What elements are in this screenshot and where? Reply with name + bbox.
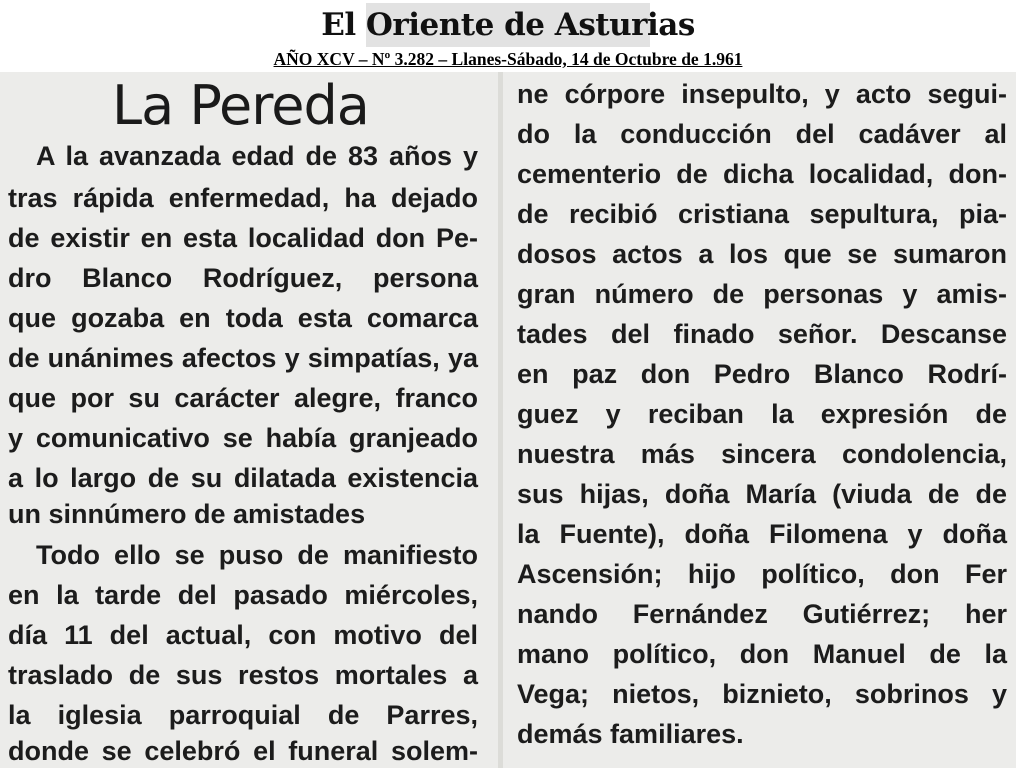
article-line: día 11 del actual, con motivo del xyxy=(8,620,478,650)
article-line: guez y reciban la expresión de xyxy=(517,399,1007,429)
article-line: sus hijas, doña María (viuda de de xyxy=(517,479,1007,509)
issue-line-text: AÑO XCV – Nº 3.282 – Llanes-Sábado, 14 de Octubre de 1.961 xyxy=(273,49,743,69)
article-line: tras rápida enfermedad, ha dejado xyxy=(8,183,478,213)
article-line: de recibió cristiana sepultura, pia- xyxy=(517,199,1007,229)
article-line: dosos actos a los que se sumaron xyxy=(517,239,1007,269)
article-line: la iglesia parroquial de Parres, xyxy=(8,700,478,730)
newspaper-title-banner xyxy=(321,3,695,47)
article-line: cementerio de dicha localidad, don- xyxy=(517,159,1007,189)
article-line: Todo ello se puso de manifiesto xyxy=(36,540,478,570)
article-line: tades del finado señor. Descanse xyxy=(517,319,1007,349)
newspaper-clipping xyxy=(0,72,1016,768)
article-column-right xyxy=(509,72,1016,768)
article-line: donde se celebró el funeral solem- xyxy=(8,736,478,766)
article-line: la Fuente), doña Filomena y doña xyxy=(517,519,1007,549)
article-line: traslado de sus restos mortales a xyxy=(8,660,478,690)
article-line: un sinnúmero de amistades xyxy=(8,499,366,529)
article-line: dro Blanco Rodríguez, persona xyxy=(8,263,478,293)
article-line: a lo largo de su dilatada existencia xyxy=(8,463,478,493)
article-line: nando Fernández Gutiérrez; her xyxy=(517,599,1007,629)
article-line: demás familiares. xyxy=(517,719,744,749)
article-headline: La Pereda xyxy=(112,74,369,137)
article-line: y comunicativo se había granjeado xyxy=(8,423,478,453)
article-line: Ascensión; hijo político, don Fer xyxy=(517,559,1007,589)
article-line: do la conducción del cadáver al xyxy=(517,119,1007,149)
column-divider xyxy=(498,72,503,768)
article-line: en la tarde del pasado miércoles, xyxy=(8,580,478,610)
masthead xyxy=(0,0,1016,76)
article-line: de unánimes afectos y simpatías, ya xyxy=(8,343,478,373)
article-line: gran número de personas y amis- xyxy=(517,279,1007,309)
issue-line xyxy=(0,49,1016,69)
newspaper-title: El Oriente de Asturias xyxy=(321,7,695,43)
article-line: en paz don Pedro Blanco Rodrí- xyxy=(517,359,1007,389)
article-line: que gozaba en toda esta comarca xyxy=(8,303,478,333)
article-line: nuestra más sincera condolencia, xyxy=(517,439,1007,469)
article-line: que por su carácter alegre, franco xyxy=(8,383,478,413)
article-line: de existir en esta localidad don Pe- xyxy=(8,223,478,253)
article-line: A la avanzada edad de 83 años y xyxy=(36,141,478,171)
article-line: mano político, don Manuel de la xyxy=(517,639,1007,669)
article-line: ne córpore insepulto, y acto segui- xyxy=(517,79,1007,109)
article-line: Vega; nietos, biznieto, sobrinos y xyxy=(517,679,1007,709)
article-column-left xyxy=(0,72,494,768)
